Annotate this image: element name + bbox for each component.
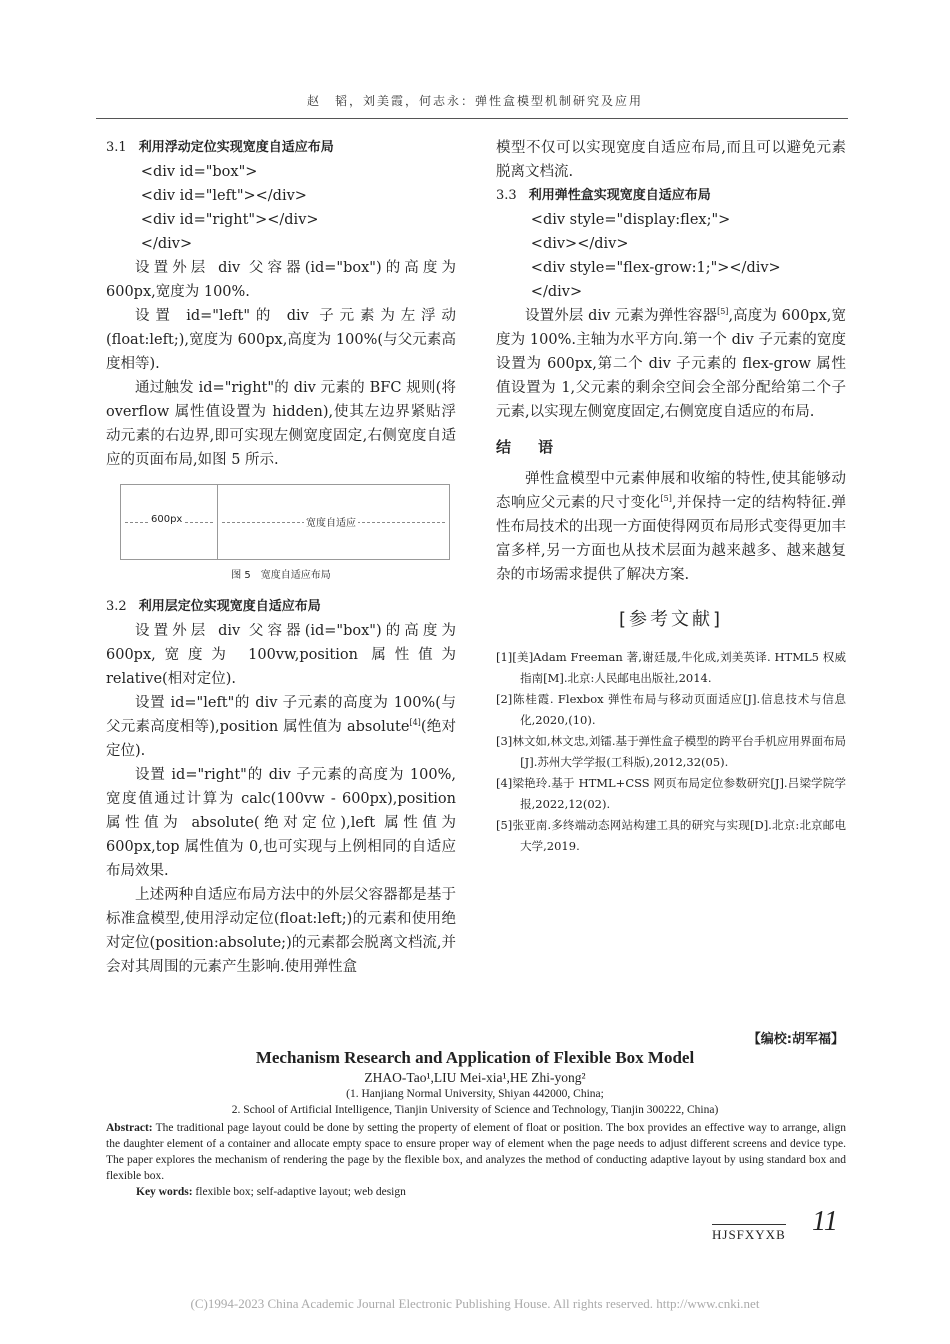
english-keywords: Key words: flexible box; self-adaptive layout; web design	[136, 1186, 406, 1198]
reference-item: [5]张亚南.多终端动态网站构建工具的研究与实现[D].北京:北京邮电大学,2019.	[496, 818, 846, 853]
english-abstract: Abstract: The traditional page layout could be done by setting the property of element of float or position. The box provides an effective way to arrange, align the daughter element of a container and allocate empty space to ensure proper way of element when the page needs to adjust different screens and device type. The paper explores the mechanism of rendering the page by the flexible box, and analyzes the method of conducting adaptive layout by using standard box and flexible box.	[106, 1122, 846, 1182]
section-title: 利用层定位实现宽度自适应布局	[138, 599, 321, 614]
english-affiliation-1: (1. Hanjiang Normal University, Shiyan 442000, China;	[346, 1088, 604, 1100]
code-line: </div>	[140, 236, 193, 252]
left-column	[106, 136, 456, 979]
paragraph: 通过触发 id="right"的 div 元素的 BFC 规则(将 overflow 属性值设置为 hidden),使其左边界紧贴浮动元素的右边界,即可实现左侧宽度固定,右侧宽度自适应的页面布局,如图 5 所示.	[106, 380, 456, 468]
code-line: <div id="right"></div>	[140, 212, 319, 228]
paragraph-continued: 模型不仅可以实现宽度自适应布局,而且可以避免元素脱离文档流.	[496, 140, 846, 180]
english-authors: ZHAO-Tao¹,LIU Mei-xia¹,HE Zhi-yong²	[364, 1070, 586, 1085]
figure-5-diagram	[120, 484, 450, 560]
code-line: <div id="left"></div>	[140, 188, 307, 204]
section-title: 利用浮动定位实现宽度自适应布局	[138, 140, 334, 155]
section-3-2-heading	[106, 595, 456, 619]
paragraph: 设置外层 div 父容器(id="box")的高度为 600px,宽度为 100%.	[106, 260, 456, 300]
paragraph: 设置 id="left"的 div 子元素的高度为 100%(与父元素高度相等),position 属性值为 absolute[4](绝对定位).	[106, 695, 456, 759]
section-number: 3.1	[106, 140, 127, 155]
figure-caption: 图 5 宽度自适应布局	[231, 570, 331, 581]
adaptive-width-label: 宽度自适应	[304, 514, 358, 529]
copyright-watermark: (C)1994-2023 China Academic Journal Electronic Publishing House. All rights reserved. http://www.cnki.net	[190, 1296, 760, 1311]
references-heading: [参考文献]	[618, 609, 724, 630]
section-number: 3.2	[106, 599, 127, 614]
paragraph: 设置 id="right"的 div 子元素的高度为 100%,宽度值通过计算为 calc(100vw - 600px),position 属性值为 absolute(绝对定位),left 属性值为 600px,top 属性值为 0,也可实现与上例相同的自适应布局效果.	[106, 767, 456, 879]
section-3-3-heading	[496, 184, 846, 208]
reference-item: [4]梁艳玲.基于 HTML+CSS 网页布局定位参数研究[J].吕梁学院学报,2022,12(02).	[496, 776, 846, 811]
editor-note: 【编校:胡军福】	[747, 1032, 844, 1047]
section-3-1-heading	[106, 136, 456, 160]
citation: [5]	[660, 494, 672, 504]
paragraph: 设置外层 div 元素为弹性容器[5],高度为 600px,宽度为 100%.主轴为水平方向.第一个 div 子元素的宽度设置为 600px,第二个 div 子元素的 flex-grow 属性值设置为 1,父元素的剩余空间会全部分配给第二个子元素,以实现左侧宽度固定,右侧宽度自适应的布局.	[496, 307, 846, 420]
running-header: 赵 韬，刘美霞，何志永：弹性盒模型机制研究及应用	[306, 94, 643, 108]
english-title: Mechanism Research and Application of Flexible Box Model	[255, 1048, 695, 1067]
section-title: 利用弹性盒实现宽度自适应布局	[528, 188, 711, 203]
page-number: 11	[812, 1206, 838, 1237]
journal-abbrev: HJSFXYXB	[712, 1224, 786, 1243]
paragraph: 弹性盒模型中元素伸展和收缩的特性,使其能够动态响应父元素的尺寸变化[5],并保持一定的结构特征.弹性布局技术的出现一方面使得网页布局形式变得更加丰富多样,另一方面也从技术层面为越来越多、越来越复杂的市场需求提供了解决方案.	[496, 471, 847, 583]
paragraph: 设置外层 div 父容器(id="box")的高度为 600px,宽度为 100vw,position 属性值为 relative(相对定位).	[106, 623, 456, 687]
citation: [5]	[717, 307, 729, 317]
code-line: <div style="flex-grow:1;"></div>	[530, 260, 781, 276]
keywords-label: Key words:	[136, 1186, 193, 1198]
reference-item: [1][美]Adam Freeman 著,谢廷晟,牛化成,刘美英译. HTML5 权威指南[M].北京:人民邮电出版社,2014.	[496, 650, 846, 685]
code-line: <div style="display:flex;">	[530, 212, 731, 228]
reference-item: [2]陈桂霞. Flexbox 弹性布局与移动页面适应[J].信息技术与信息化,2020,(10).	[496, 692, 846, 727]
fixed-width-box	[121, 485, 218, 559]
fixed-width-label: 600px	[151, 514, 183, 525]
code-line: <div id="box">	[140, 164, 258, 180]
reference-item: [3]林文如,林文忠,刘镭.基于弹性盒子模型的跨平台手机应用界面布局[J].苏州大学学报(工科版),2012,32(05).	[496, 734, 846, 769]
code-line: <div></div>	[530, 236, 629, 252]
adaptive-width-box	[218, 485, 449, 559]
abstract-label: Abstract:	[106, 1122, 153, 1134]
citation: [4]	[409, 718, 421, 728]
paragraph: 上述两种自适应布局方法中的外层父容器都是基于标准盒模型,使用浮动定位(float:left;)的元素和使用绝对定位(position:absolute;)的元素都会脱离文档流,并会对其周围的元素产生影响.使用弹性盒	[106, 887, 456, 975]
conclusion-heading: 结 语	[496, 438, 560, 456]
paragraph: 设置 id="left"的 div 子元素为左浮动(float:left;),宽度为 600px,高度为 100%(与父元素高度相等).	[106, 308, 456, 372]
right-column	[496, 136, 846, 857]
section-number: 3.3	[496, 188, 517, 203]
code-line: </div>	[530, 284, 583, 300]
english-affiliation-2: 2. School of Artificial Intelligence, Tianjin University of Science and Technology, Tianjin 300222, China)	[231, 1104, 719, 1116]
header-rule	[96, 118, 848, 119]
